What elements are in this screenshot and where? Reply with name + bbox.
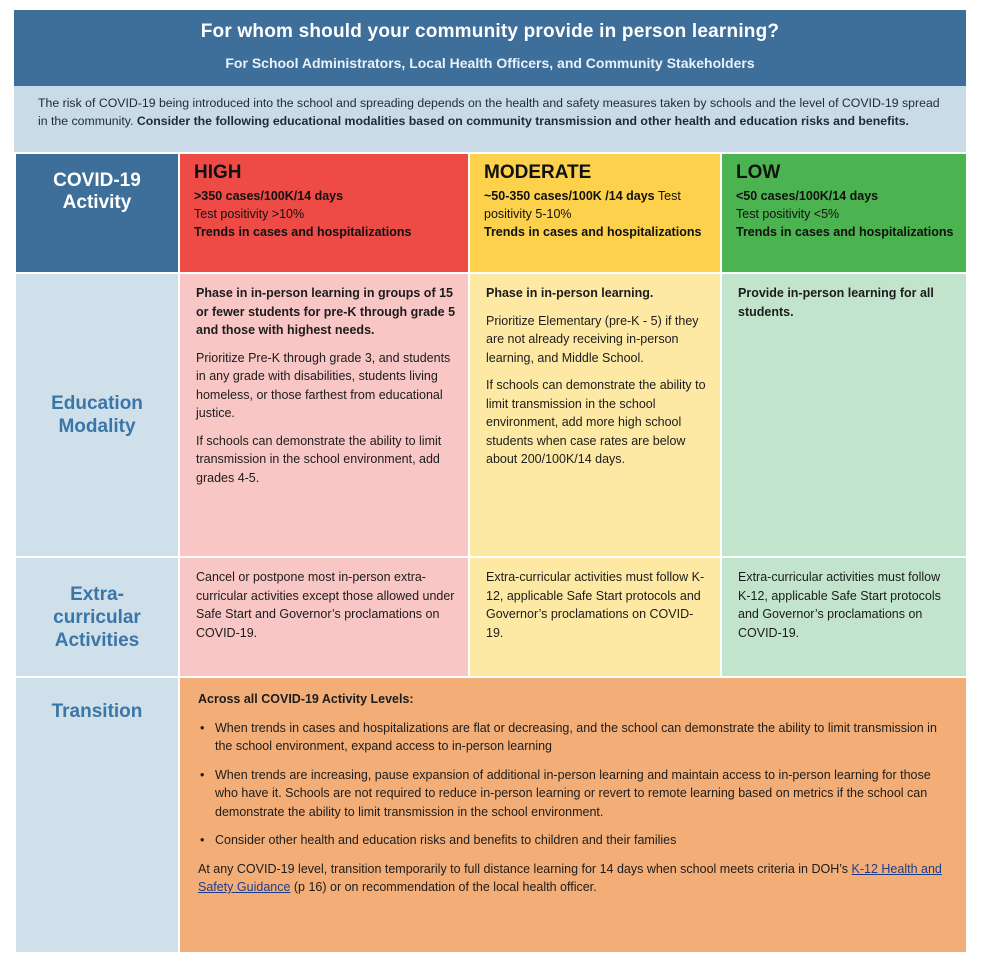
row-label-line: Activity xyxy=(62,192,132,213)
cell-paragraph: Extra-curricular activities must follow K-12, applicable Safe Start protocols and Governor’s proclamations on COVID-19. xyxy=(486,570,705,640)
level-low-header xyxy=(721,153,967,273)
cell-paragraph: Phase in in-person learning in groups of 15 or fewer students for pre-K through grade 5 and those with highest needs. xyxy=(196,286,456,337)
level-cases: ~50-350 cases/100K /14 days xyxy=(484,189,655,203)
transition-bullet: • When trends in cases and hospitalizations are flat or decreasing, and the school can demonstrate the ability to limit transmission in the school environment, expand access to in-person learning xyxy=(198,719,946,756)
cell-paragraph: Cancel or postpone most in-person extra-curricular activities except those allowed under Safe Start and Governor’s proclamations on COVID-19. xyxy=(196,570,455,640)
intro-bold-text: Consider the following educational modalities based on community transmission and other health and education risks and benefits. xyxy=(133,114,909,128)
row-label-line: Modality xyxy=(58,416,136,437)
transition-closing xyxy=(198,860,946,897)
document-header xyxy=(14,10,966,86)
cell-paragraph: Provide in-person learning for all students. xyxy=(738,286,934,319)
cell-paragraph: If schools can demonstrate the ability to limit transmission in the school environment, add more high school students when case rates are below about 200/100K/14 days. xyxy=(486,378,706,466)
level-cases: <50 cases/100K/14 days xyxy=(736,189,879,203)
level-name: MODERATE xyxy=(484,162,592,183)
document-subtitle: For School Administrators, Local Health Officers, and Community Stakeholders xyxy=(225,55,755,71)
row-label-line: Extra- xyxy=(70,583,124,605)
extracurricular-row xyxy=(15,557,967,677)
extracurricular-low-cell xyxy=(721,557,967,677)
transition-row xyxy=(15,677,967,953)
row-label-activity xyxy=(15,153,179,273)
intro-text: The risk of COVID-19 being introduced into the school and spreading depends on the health and safety measures taken by schools and the level of COVID-19 spread in the community. xyxy=(38,96,940,128)
closing-text: At any COVID-19 level, transition temporarily to full distance learning for 14 days when school meets criteria in DOH’s xyxy=(198,861,852,876)
k12-guidance-link[interactable]: K-12 Health and Safety Guidance xyxy=(198,861,942,894)
extracurricular-moderate-cell xyxy=(469,557,721,677)
row-label-line: COVID-19 xyxy=(53,170,141,191)
level-positivity: Test positivity <5% xyxy=(736,207,840,221)
level-high-header xyxy=(179,153,469,273)
transition-heading: Across all COVID-19 Activity Levels: xyxy=(198,692,414,706)
activity-row xyxy=(15,153,967,273)
level-name: LOW xyxy=(736,162,781,183)
level-positivity: Test positivity >10% xyxy=(194,207,305,221)
modality-table xyxy=(14,152,968,954)
cell-paragraph: Prioritize Elementary (pre-K - 5) if they are not already receiving in-person learning, and Middle School. xyxy=(486,313,699,365)
level-trends: Trends in cases and hospitalizations xyxy=(194,225,412,239)
cell-paragraph: Phase in in-person learning. xyxy=(486,286,654,300)
transition-bullets xyxy=(198,719,946,850)
education-high-cell xyxy=(179,273,469,557)
level-moderate-header xyxy=(469,153,721,273)
row-label-line: Education xyxy=(51,393,143,414)
level-name: HIGH xyxy=(194,162,242,183)
cell-paragraph: Prioritize Pre-K through grade 3, and students in any grade with disabilities, students living homeless, or those farthest from educational justice. xyxy=(196,350,451,420)
document-title: For whom should your community provide in person learning? xyxy=(200,21,780,42)
level-trends: Trends in cases and hospitalizations xyxy=(736,225,954,239)
transition-bullet: • When trends are increasing, pause expansion of additional in-person learning and maintain access to in-person learning for those who have it. Schools are not required to reduce in-person learning or revert to remote learning based on metrics if the school can demonstrate the ability to limit transmission in the school environment. xyxy=(198,766,946,822)
level-cases: >350 cases/100K/14 days xyxy=(194,189,344,203)
level-positivity: Test positivity 5-10% xyxy=(484,189,681,221)
closing-text: (p 16) or on recommendation of the local health officer. xyxy=(290,880,597,894)
transition-bullet: • Consider other health and education risks and benefits to children and their families xyxy=(198,831,946,850)
cell-paragraph: If schools can demonstrate the ability to limit transmission in the school environment, add grades 4-5. xyxy=(196,433,442,485)
transition-cell xyxy=(179,677,967,953)
guidance-document xyxy=(14,10,966,954)
row-label-education xyxy=(15,273,179,557)
row-label-line: Transition xyxy=(51,701,143,722)
row-label-line: Activities xyxy=(54,629,140,651)
extracurricular-high-cell xyxy=(179,557,469,677)
education-moderate-cell xyxy=(469,273,721,557)
education-low-cell xyxy=(721,273,967,557)
level-trends: Trends in cases and hospitalizations xyxy=(484,225,702,239)
row-label-transition xyxy=(15,677,179,953)
row-label-line: curricular xyxy=(53,606,141,628)
row-label-extracurricular xyxy=(15,557,179,677)
education-row xyxy=(15,273,967,557)
cell-paragraph: Extra-curricular activities must follow K-12, applicable Safe Start protocols and Governor’s proclamations on COVID-19. xyxy=(738,570,941,640)
intro-paragraph xyxy=(14,86,966,152)
